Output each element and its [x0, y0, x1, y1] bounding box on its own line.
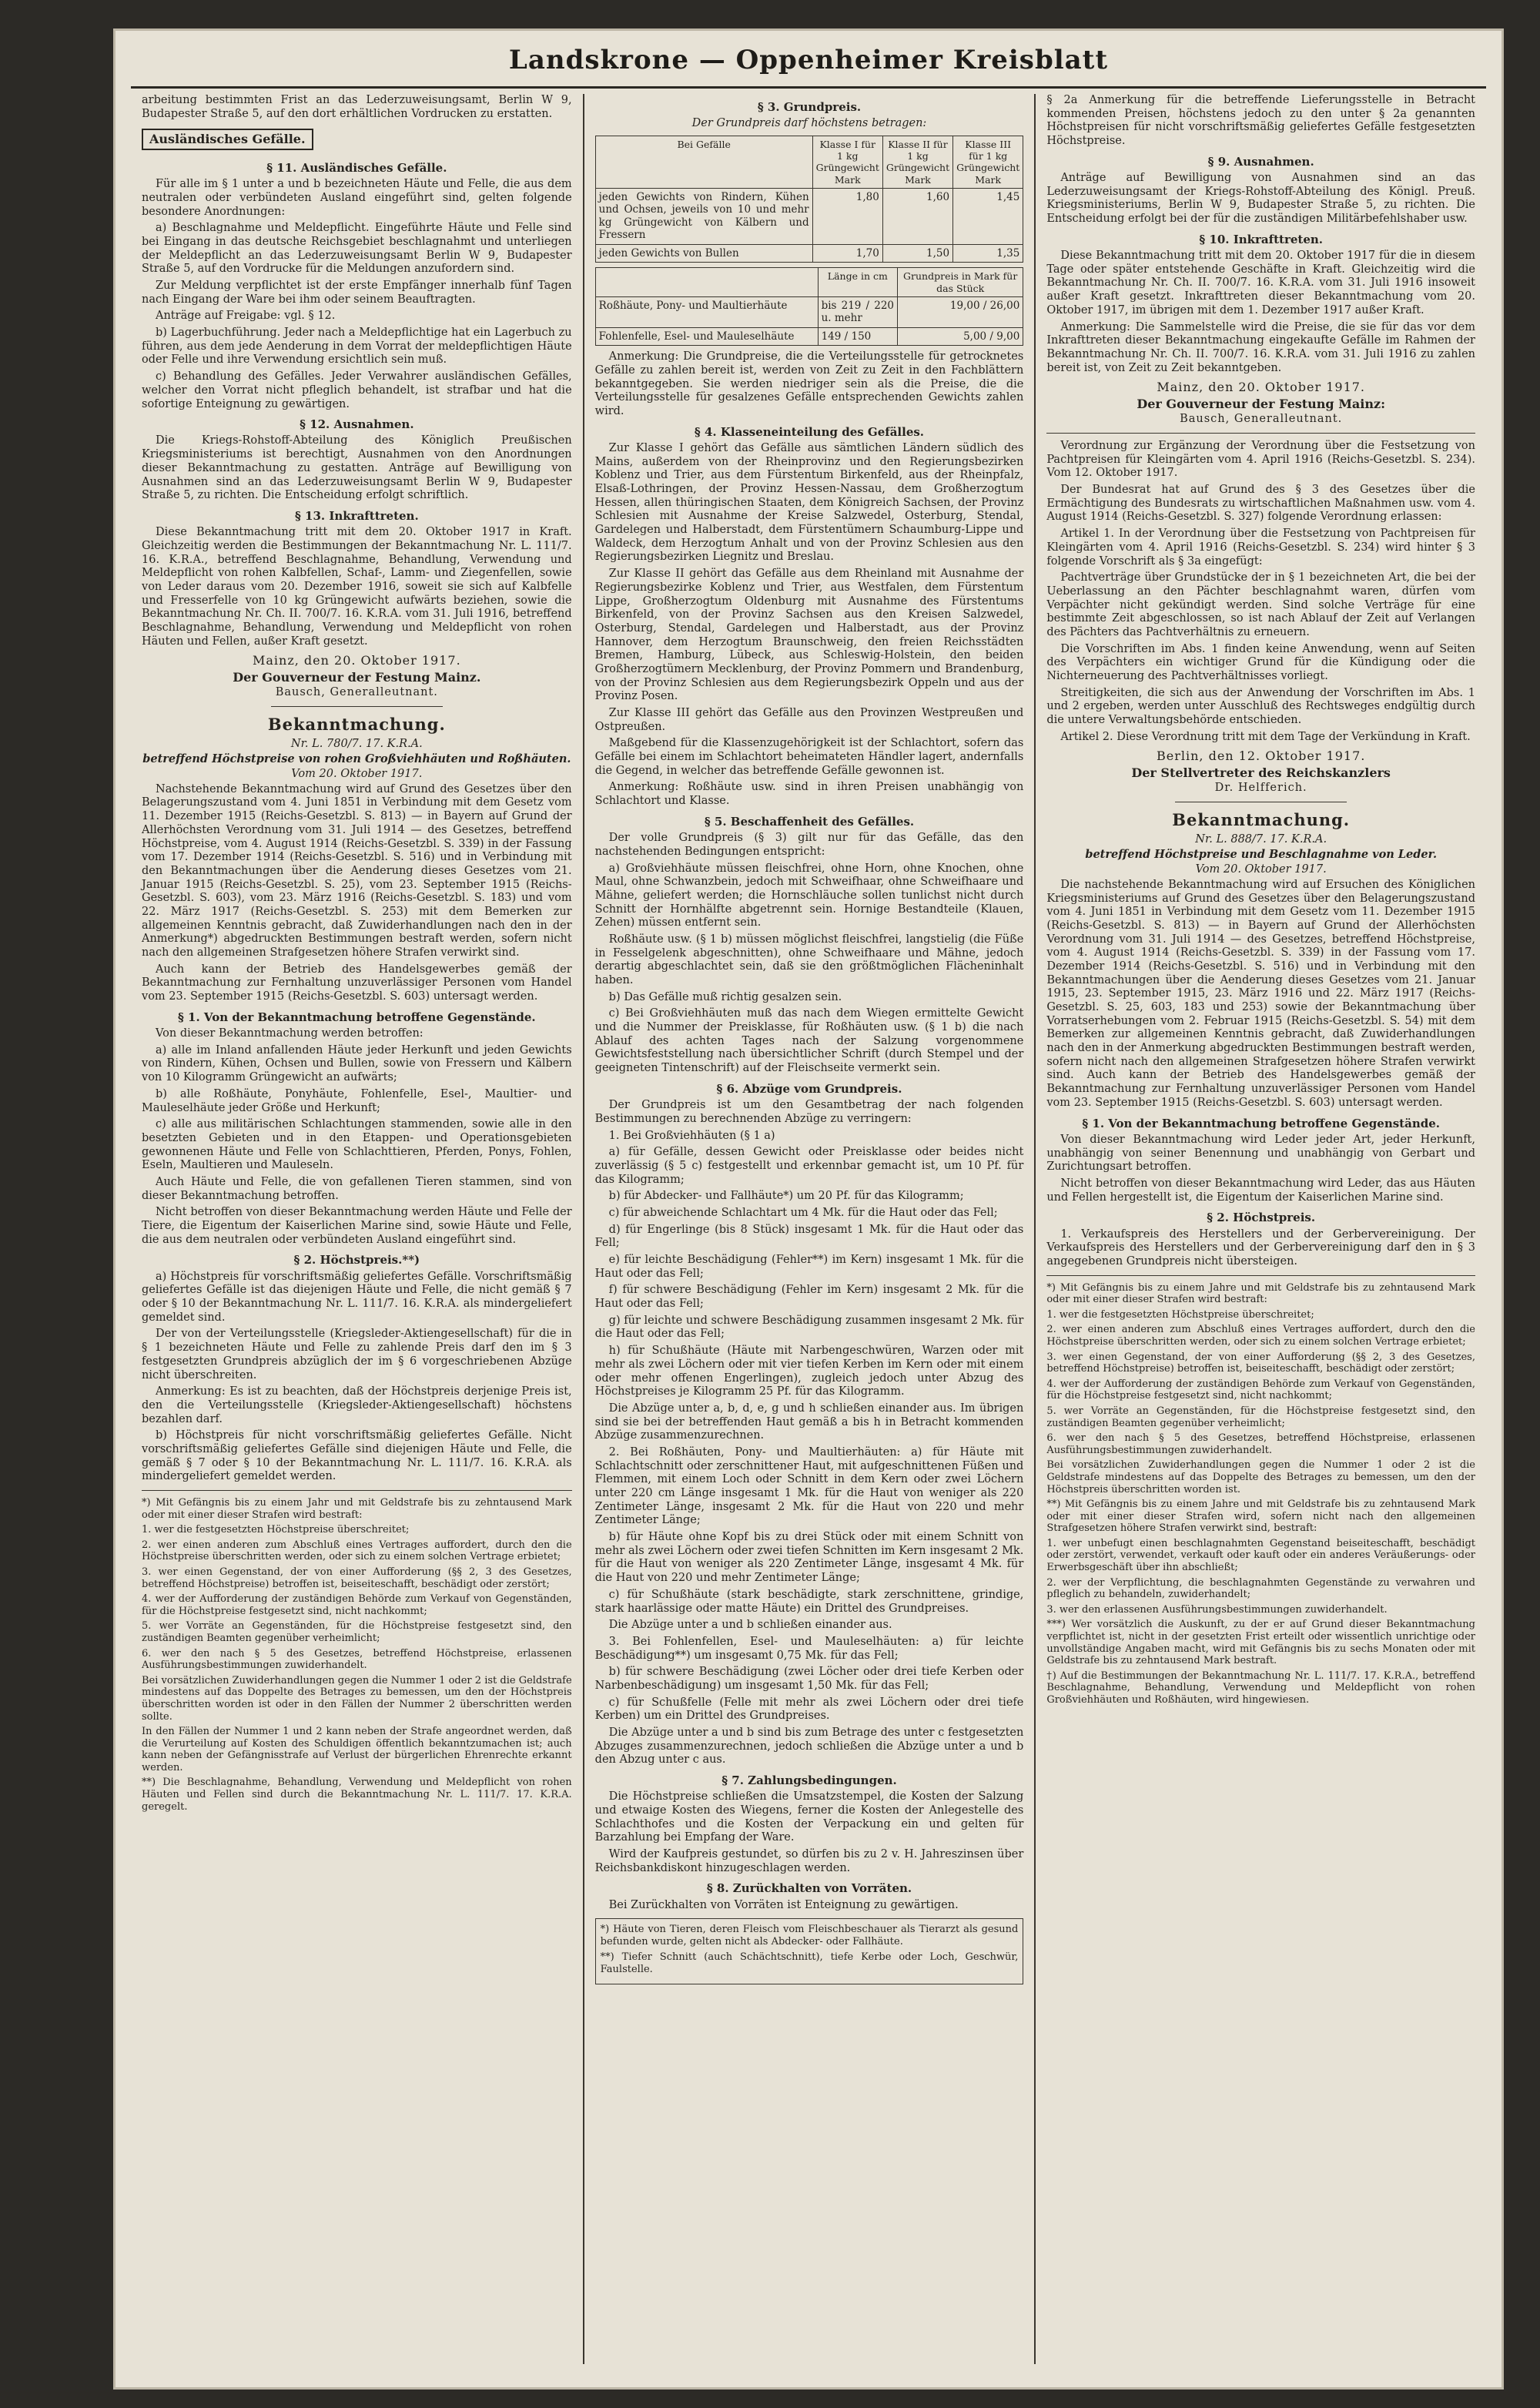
bek2-title: Bekanntmachung.: [1172, 810, 1351, 830]
sec13-body: [142, 526, 572, 648]
paragraph: Der von der Verteilungsstelle (Kriegsleder-Aktiengesellschaft) für die in § 1 bezeichneten Häute und Felle zu zahlende Preis darf den im § 3 festgesetzten Grundpreis abzüglich der im § 6 vorgeschriebenen Abzüge nicht überschreiten.: [142, 1328, 572, 1382]
paragraph: Pachtverträge über Grundstücke der in § 1 bezeichneten Art, die bei der Ueberlassung an den Pächter beschlagnahmt waren, dürfen vom Verpächter nicht gekündigt werden. Sind solche Verträge für eine bestimmte Zeit abgeschlossen, so ist nach Ablauf der Zeit auf Verlangen des Pächters das Pachtverhältnis zu erneuern.: [1046, 571, 1475, 638]
paragraph: *) Häute von Tieren, deren Fleisch vom Fleischbeschauer als Tierarzt als gesund befunden wurde, gelten nicht als Abdecker- oder Fallhäute.: [600, 1924, 1019, 1948]
paragraph: Nachstehende Bekanntmachung wird auf Grund des Gesetzes über den Belagerungszustand vom 4. Juni 1851 in Verbindung mit dem Gesetz vom 11. Dezember 1915 (Reichs-Gesetzbl. S. 813) — in Bayern auf Grund der Allerhöchsten Verordnung vom 31. Juli 1914 — des Gesetzes, betreffend Höchstpreise, vom 4. August 1914 (Reichs-Gesetzbl. S. 339) in der Fassung vom 17. Dezember 1914 (Reichs-Gesetzbl. S. 516) und in Verbindung mit den Bekanntmachungen über die Aenderung dieses Gesetzes vom 21. Januar 1915 (Reichs-Gesetzbl. S. 25), vom 23. September 1915 (Reichs-Gesetzbl. S. 603), vom 23. März 1916 (Reichs-Gesetzbl. S. 183) und vom 22. März 1917 (Reichs-Gesetzbl. S. 253) mit dem Bemerken zur allgemeinen Kenntnis gebracht, daß Zuwiderhandlungen nach den in der Anmerkung*) abgedruckten Bestimmungen bestraft werden, sofern nicht nach den allgemeinen Strafgesetzen höhere Strafen verwirkt sind.: [142, 782, 572, 960]
paragraph: c) für abweichende Schlachtart um 4 Mk. für die Haut oder das Fell;: [608, 1206, 998, 1219]
column-3: [1034, 94, 1486, 2364]
paragraph: Artikel 1. In der Verordnung über die Festsetzung von Pachtpreisen für Kleingärten vom 4. April 1916 (Reichs-Gesetzbl. S. 234) wird hinter § 3 folgende Vorschrift als § 3a eingefügt:: [1046, 527, 1475, 568]
sec4-body: [595, 442, 1024, 809]
paragraph: Die Abzüge unter a und b schließen einander aus.: [608, 1619, 892, 1632]
paragraph: Nicht betroffen von dieser Bekanntmachung werden Häute und Felle der Tiere, die Eigentum der Kaiserlichen Marine sind, sowie Häute und Felle, die aus dem neutralen oder verbündeten Ausland eingeführt sind.: [142, 1206, 572, 1246]
table-header: Klasse III für 1 kg Grüngewicht Mark: [953, 136, 1023, 188]
table-cell: Roßhäute, Pony- und Maultierhäute: [595, 296, 818, 327]
paragraph: Roßhäute usw. (§ 1 b) müssen möglichst fleischfrei, langstielig (die Füße in Fesselgelenk abgeschnitten), ohne Schweifhaare und Mähne, jedoch derartig abgeschlachtet sein, daß sie den größtmöglichen Flächeninhalt haben.: [594, 933, 1024, 987]
bek1-number: Nr. L. 780/7. 17. K.R.A.: [290, 737, 423, 750]
paragraph: Anträge auf Freigabe: vgl. § 12.: [156, 310, 336, 323]
paragraph: 4. wer der Aufforderung der zuständigen Behörde zum Verkauf von Gegenständen, für die Höchstpreise festgesetzt sind, nicht nachkommt;: [1046, 1378, 1475, 1402]
paragraph: 1. wer die festgesetzten Höchstpreise überschreitet;: [142, 1524, 410, 1536]
bek2-subject: betreffend Höchstpreise und Beschlagnahme von Leder.: [1085, 848, 1437, 862]
paragraph: *) Mit Gefängnis bis zu einem Jahr und mit Geldstrafe bis zu zehntausend Mark oder mit einer dieser Strafen wird bestraft:: [142, 1497, 572, 1521]
table-cell: 1,50: [882, 244, 952, 262]
paragraph: Die Vorschriften im Abs. 1 finden keine Anwendung, wenn auf Seiten des Verpächters ein wichtiger Grund für die Kündigung oder die Nichterneuerung des Pachtverhältnisses vorliegt.: [1046, 642, 1475, 682]
paragraph: Die Kriegs-Rohstoff-Abteilung des Königlich Preußischen Kriegsministeriums ist berechtigt, Ausnahmen von den Anordnungen dieser Bekanntmachung zu gestatten. Anträge auf Bewilligung von Ausnahmen sind an das Lederzuweisungsamt Berlin W 9, Budapester Straße 5, zu richten. Die Entscheidung erfolgt schriftlich.: [142, 434, 572, 502]
paragraph: e) für leichte Beschädigung (Fehler**) im Kern) insgesamt 1 Mk. für die Haut oder das Fell;: [594, 1254, 1024, 1280]
bek2-sec1-body: [1046, 1134, 1475, 1204]
table-cell: 149 / 150: [818, 327, 897, 345]
paragraph: c) für Schußhäute (stark beschädigte, stark zerschnittene, grindige, stark haarlässige oder matte Häute) ein Drittel des Grundpreises.: [594, 1588, 1024, 1615]
table-row: [595, 188, 1023, 244]
paragraph: c) Behandlung des Gefälles. Jeder Verwahrer ausländischen Gefälles, welcher den Vorrat nicht pfleglich behandelt, ist strafbar und hat die sofortige Enteignung zu gewärtigen.: [142, 370, 572, 410]
paragraph: 3. Bei Fohlenfellen, Esel- und Mauleselhäuten: a) für leichte Beschädigung**) um insgesamt 0,75 Mk. für das Fell;: [594, 1635, 1024, 1662]
paragraph: d) für Engerlinge (bis 8 Stück) insgesamt 1 Mk. für die Haut oder das Fell;: [594, 1223, 1024, 1250]
paragraph: Zur Klasse III gehört das Gefälle aus den Provinzen Westpreußen und Ostpreußen.: [594, 707, 1024, 733]
paragraph: 3. wer den erlassenen Ausführungsbestimmungen zuwiderhandelt.: [1046, 1603, 1388, 1616]
paragraph: 2. wer der Verpflichtung, die beschlagnahmten Gegenstände zu verwahren und pfleglich zu behandeln, zuwiderhandelt;: [1046, 1576, 1475, 1601]
paragraph: Wird der Kaufpreis gestundet, so dürfen bis zu 2 v. H. Jahreszinsen über Reichsbankdiskont hinzugeschlagen werden.: [594, 1848, 1024, 1874]
sec10-title: § 10. Inkrafttreten.: [1199, 232, 1323, 246]
paragraph: Verordnung zur Ergänzung der Verordnung über die Festsetzung von Pachtpreisen für Kleingärten vom 4. April 1916 (Reichs-Gesetzbl. S. 234). Vom 12. Oktober 1917.: [1046, 440, 1475, 480]
columns: [131, 94, 1486, 2364]
table-header: Grundpreis in Mark für das Stück: [898, 268, 1023, 297]
col3-date: Mainz, den 20. Oktober 1917.: [1157, 380, 1366, 395]
paragraph: Der Grundpreis ist um den Gesamtbetrag der nach folgenden Bestimmungen zu berechnenden Abzüge zu verringern:: [594, 1099, 1024, 1125]
paragraph: 5. wer Vorräte an Gegenständen, für die Höchstpreise festgesetzt sind, den zuständigen Beamten gegenüber verheimlicht;: [1046, 1405, 1475, 1429]
paragraph: Anmerkung: Die Grundpreise, die die Verteilungsstelle für getrocknetes Gefälle zu zahlen bereit ist, werden von Zeit zu Zeit in den Fachblättern bekanntgegeben. Sie werden niedriger sein als die Preise, die die Verteilungsstelle für gesalzenes Gefälle entsprechenden Gewichts zahlen wird.: [594, 350, 1024, 417]
foreign-hides-box-heading: Ausländisches Gefälle.: [142, 129, 313, 150]
sec8-title: § 8. Zurückhalten von Vorräten.: [706, 1881, 912, 1896]
paragraph: h) für Schußhäute (Häute mit Narbengeschwüren, Warzen oder mit mehr als zwei Löchern oder mit vier tiefen Kerben im Kern oder mit einem oder mehr offenen Engerlingen), zugleich jedoch unter Abzug des Höchstpreises je Kilogramm 25 Pf. für das Kilogramm.: [594, 1345, 1024, 1398]
col1-separator: [271, 706, 443, 707]
col3-signature-2-name: Dr. Helfferich.: [1214, 782, 1307, 795]
bek2-number: Nr. L. 888/7. 17. K.R.A.: [1195, 832, 1327, 846]
col3-separator: [1046, 433, 1475, 434]
bek1-date: Vom 20. Oktober 1917.: [291, 768, 423, 781]
paragraph: a) Großviehhäute müssen fleischfrei, ohne Horn, ohne Knochen, ohne Maul, ohne Schwanzbein, jedoch mit Schweifhaar, ohne Schweifhaare und Mähne, geliefert werden; die Hornschläuche sollen tunlichst nicht durch Schnitt der Hornhälfte abgetrennt sein. Hornige Bestandteile (Klauen, Zehen) müssen entfernt sein.: [594, 862, 1024, 929]
paragraph: g) für leichte und schwere Beschädigung zusammen insgesamt 2 Mk. für die Haut oder das Fell;: [594, 1314, 1024, 1341]
paragraph: Artikel 2. Diese Verordnung tritt mit dem Tage der Verkündung in Kraft.: [1060, 730, 1471, 743]
table-header: Klasse II für 1 kg Grüngewicht Mark: [882, 136, 952, 188]
paragraph: c) für Schußfelle (Felle mit mehr als zwei Löchern oder drei tiefe Kerben) um ein Drittel des Grundpreises.: [594, 1696, 1024, 1723]
bek1-subject: betreffend Höchstpreise von rohen Großviehhäuten und Roßhäuten.: [142, 752, 571, 766]
bek2-sec2-body: [1046, 1228, 1475, 1269]
paragraph: Anmerkung: Roßhäute usw. sind in ihren Preisen unabhängig von Schlachtort und Klasse.: [594, 781, 1024, 808]
sec11-body: [142, 178, 572, 411]
col1-signature-name: Bausch, Generalleutnant.: [275, 686, 438, 699]
verordnung-body: [1046, 440, 1475, 744]
masthead-title: Landskrone — Oppenheimer Kreisblatt: [508, 45, 1109, 75]
paragraph: Diese Bekanntmachung tritt mit dem 20. Oktober 1917 in Kraft. Gleichzeitig werden die Bestimmungen der Bekanntmachung Nr. L. 111/7. 16. K.R.A., betreffend Beschlagnahme, Behandlung, Verwendung und Meldepflicht von rohen Kalbfellen, Schaf-, Lamm- und Ziegenfellen, sowie von Leder daraus vom 20. Dezember 1916, soweit sie sich auf Kalbfelle und Fresserfelle von 10 kg Grüngewicht aufwärts beziehen, sowie die Bekanntmachung Nr. Ch. II. 700/7. 16. K.R.A. vom 31. Juli 1916, betreffend Beschlagnahme, Behandlung, Verwendung und Meldepflicht von rohen Häuten und Fellen, außer Kraft gesetzt.: [142, 526, 572, 648]
price-table-cattle-header: [595, 136, 1023, 188]
table-row: [595, 296, 1023, 327]
paragraph: Die Abzüge unter a, b, d, e, g und h schließen einander aus. Im übrigen sind sie bei der betreffenden Haut gemäß a bis h in Betracht kommenden Abzüge zusammenzurechnen.: [594, 1402, 1024, 1442]
paragraph: Diese Bekanntmachung tritt mit dem 20. Oktober 1917 für die in diesem Tage oder später entstehende Geschäfte in Kraft. Gleichzeitig wird die Bekanntmachung Nr. Ch. II. 700/7. 16. K.R.A. vom 31. Juli 1916 insoweit außer Kraft gesetzt. Inkrafttreten dieser Bekanntmachung vom 20. Oktober 1917, im übrigen mit dem 1. Dezember 1917 außer Kraft.: [1046, 250, 1475, 316]
paragraph: 3. wer einen Gegenstand, der von einer Aufforderung (§§ 2, 3 des Gesetzes, betreffend Höchstpreise) betroffen ist, beiseiteschafft, beschädigt oder zerstört;: [142, 1566, 572, 1590]
col1-signature: Der Gouverneur der Festung Mainz.: [233, 669, 481, 685]
table-cell: 1,60: [882, 188, 952, 244]
col3-signature: Der Gouverneur der Festung Mainz:: [1137, 396, 1385, 411]
column-2: [583, 94, 1035, 2364]
paragraph: 2. wer einen anderen zum Abschluß eines Vertrages auffordert, durch den die Höchstpreise überschritten werden, oder sich zu einem solchen Vertrage erbietet;: [142, 1539, 572, 1563]
table-cell: 1,35: [953, 244, 1023, 262]
paragraph: Für alle im § 1 unter a und b bezeichneten Häute und Felle, die aus dem neutralen oder verbündeten Ausland eingeführt sind, gelten folgende besondere Anordnungen:: [142, 178, 572, 218]
sec10-body: [1046, 250, 1475, 375]
paragraph: ***) Wer vorsätzlich die Auskunft, zu der er auf Grund dieser Bekanntmachung verpflichtet ist, nicht in der gesetzten Frist erteilt oder wissentlich unrichtige oder unvollständige Angaben macht, wird mit Gefängnis bis zu sechs Monaten oder mit Geldstrafe bis zu zehntausend Mark bestraft.: [1046, 1619, 1475, 1667]
paragraph: Bei Zurückhalten von Vorräten ist Enteignung zu gewärtigen.: [608, 1898, 959, 1911]
bek1-sec1-body: [142, 1027, 572, 1247]
paragraph: Auch kann der Betrieb des Handelsgewerbes gemäß der Bekanntmachung zur Fernhaltung unzuverlässiger Personen vom Handel vom 23. September 1915 (Reichs-Gesetzbl. S. 603) untersagt werden.: [142, 963, 572, 1003]
paragraph: Bei vorsätzlichen Zuwiderhandlungen gegen die Nummer 1 oder 2 ist die Geldstrafe mindestens auf das Doppelte des Betrages zu bemessen, um den der Höchstpreis überschritten worden ist oder in den Fällen der Nummer 2 überschritten werden sollte.: [142, 1674, 572, 1723]
col3-lead: [1046, 94, 1475, 149]
sec11-title: § 11. Ausländisches Gefälle.: [266, 160, 447, 175]
paragraph: 4. wer der Aufforderung der zuständigen Behörde zum Verkauf von Gegenständen, für die Höchstpreise festgesetzt sind, nicht nachkommt;: [142, 1593, 572, 1617]
paragraph: 1. wer die festgesetzten Höchstpreise überschreitet;: [1046, 1308, 1314, 1321]
bek2-sec2-title: § 2. Höchstpreis.: [1207, 1211, 1316, 1225]
col1-lead: [142, 94, 572, 121]
paragraph: Der volle Grundpreis (§ 3) gilt nur für das Gefälle, das den nachstehenden Bedingungen entspricht:: [594, 832, 1024, 858]
sec3-body: [595, 350, 1024, 418]
bek2-body: [1046, 879, 1475, 1110]
bek1-sec2-title: § 2. Höchstpreis.**): [293, 1253, 420, 1268]
col2-boxed-footnotes: [595, 1918, 1024, 1984]
table-header: [595, 268, 818, 297]
table-cell: 1,80: [812, 188, 882, 244]
column-1: [131, 94, 583, 2364]
sec12-title: § 12. Ausnahmen.: [300, 417, 414, 432]
paragraph: Die Abzüge unter a und b sind bis zum Betrage des unter c festgesetzten Abzuges zusammenzurechnen, jedoch schließen die Abzüge unter a und b den Abzug unter c aus.: [594, 1726, 1024, 1767]
paragraph: †) Auf die Bestimmungen der Bekanntmachung Nr. L. 111/7. 17. K.R.A., betreffend Beschlagnahme, Behandlung, Verwendung und Meldepflicht von rohen Großviehhäuten und Roßhäuten, wird hingewiesen.: [1046, 1670, 1475, 1706]
bek2-sec1-title: § 1. Von der Bekanntmachung betroffene Gegenstände.: [1082, 1116, 1440, 1130]
paragraph: 2. Bei Roßhäuten, Pony- und Maultierhäuten: a) für Häute mit Schlachtschnitt oder zerschnittener Haut, mit aufgeschnittenen Füßen und Flemmen, mit einem Loch oder Schnitt in dem Kern oder zwei Löchern unter 220 cm Länge insgesamt 1 Mk. für die Haut von weniger als 220 Zentimeter Länge, insgesamt 2 Mk. für die Haut von 220 und mehr Zentimeter Länge;: [594, 1445, 1024, 1527]
paragraph: b) für Häute ohne Kopf bis zu drei Stück oder mit einem Schnitt von mehr als zwei Löchern oder zwei tiefen Schnitten im Kern insgesamt 2 Mk. für die Haut von weniger als 220 Zentimeter Länge, insgesamt 4 Mk. für die Haut von 220 und mehr Zentimeter Länge;: [594, 1531, 1024, 1585]
paragraph: **) Tiefer Schnitt (auch Schächtschnitt), tiefe Kerbe oder Loch, Geschwür, Faulstelle.: [600, 1951, 1019, 1976]
sec13-title: § 13. Inkrafttreten.: [294, 508, 419, 523]
paragraph: **) Die Beschlagnahme, Behandlung, Verwendung und Meldepflicht von rohen Häuten und Fellen sind durch die Bekanntmachung Nr. L. 111/7. 17. K.R.A. geregelt.: [142, 1777, 572, 1813]
paragraph: arbeitung bestimmten Frist an das Lederzuweisungsamt, Berlin W 9, Budapester Straße 5, auf den dort erhältlichen Vordrucken zu erstatten.: [142, 94, 572, 120]
sec7-body: [595, 1790, 1024, 1875]
newspaper-page: [116, 31, 1502, 2387]
sec6-title: § 6. Abzüge vom Grundpreis.: [716, 1081, 902, 1096]
paragraph: Zur Klasse II gehört das Gefälle aus dem Rheinland mit Ausnahme der Regierungsbezirke Koblenz und Trier, aus Westfalen, dem Fürstentum Lippe, Großherzogtum Oldenburg mit Ausnahme des Fürstentums Birkenfeld, von der Provinz Sachsen aus den Kreisen Salzwedel, Osterburg, Stendal, Gardelegen und Halberstadt, aus der Provinz Hannover, dem Herzogtum Braunschweig, den freien Reichsstädten Bremen, Hamburg, Lübeck, aus Schleswig-Holstein, den beiden Großherzogtümern Mecklenburg, der Provinz Pommern und Brandenburg, von der Provinz Schlesien aus dem Regierungsbezirk Oppeln und aus der Provinz Posen.: [594, 568, 1024, 703]
paragraph: c) alle aus militärischen Schlachtungen stammenden, sowie alle in den besetzten Gebieten und in den Etappen- und Operationsgebieten gewonnenen Häute und Felle von Schlachttieren, Pferden, Ponys, Fohlen, Eseln, Maultieren und Mauleseln.: [142, 1118, 572, 1172]
col3-date-berlin: Berlin, den 12. Oktober 1917.: [1156, 749, 1366, 764]
sec3-title: § 3. Grundpreis.: [757, 100, 862, 114]
col3-signature-name: Bausch, Generalleutnant.: [1180, 413, 1343, 426]
paragraph: Maßgebend für die Klassenzugehörigkeit ist der Schlachtort, sofern das Gefälle bei einem im Schlachtort beheimateten Händler lagert, andernfalls die Gegend, in welcher das betreffende Gefälle gewonnen ist.: [594, 737, 1024, 777]
paragraph: Auch Häute und Felle, die von gefallenen Tieren stammen, sind von dieser Bekanntmachung betroffen.: [142, 1175, 572, 1202]
paragraph: Die Höchstpreise schließen die Umsatzstempel, die Kosten der Salzung und etwaige Kosten des Wiegens, ferner die Kosten der Anlegestelle des Schlachthofes und die Kosten der Verpackung ein und gelten für Barzahlung bei Empfang der Ware.: [594, 1790, 1024, 1844]
bek1-title: Bekanntmachung.: [267, 715, 446, 735]
table-cell: jeden Gewichts von Rindern, Kühen und Ochsen, jeweils von 10 und mehr kg Grüngewicht von Kälbern und Fressern: [595, 188, 812, 244]
sec3-intro: Der Grundpreis darf höchstens betragen:: [691, 117, 927, 130]
price-table-horse: [595, 267, 1024, 346]
paragraph: Von dieser Bekanntmachung werden betroffen:: [156, 1027, 424, 1040]
paragraph: b) Höchstpreis für nicht vorschriftsmäßig geliefertes Gefälle. Nicht vorschriftsmäßig geliefertes Gefälle sind diejenigen Häute und Felle, die gemäß § 7 oder § 10 der Bekanntmachung Nr. L. 111/7. 16. K.R.A. als mindergeliefert gemeldet werden.: [142, 1429, 572, 1483]
table-header: Klasse I für 1 kg Grüngewicht Mark: [812, 136, 882, 188]
paragraph: 5. wer Vorräte an Gegenständen, für die Höchstpreise festgesetzt sind, den zuständigen Beamten gegenüber verheimlicht;: [142, 1620, 572, 1644]
paragraph: Zur Meldung verpflichtet ist der erste Empfänger innerhalb fünf Tagen nach Eingang der Ware bei ihm oder seinem Beauftragten.: [142, 280, 572, 306]
table-cell: 1,45: [953, 188, 1023, 244]
bek2-date: Vom 20. Oktober 1917.: [1195, 863, 1327, 876]
paragraph: a) Beschlagnahme und Meldepflicht. Eingeführte Häute und Felle sind bei Eingang in das deutsche Reichsgebiet beschlagnahmt und unterliegen der Meldepflicht an das Lederzuweisungsamt Berlin W 9, Budapester Straße 5, auf den Vordrucke für die Meldungen anzufordern sind.: [142, 222, 572, 276]
paragraph: Anmerkung: Die Sammelstelle wird die Preise, die sie für das vor dem Inkrafttreten dieser Bekanntmachung eingekaufte Gefälle im Rahmen der Bekanntmachung Nr. Ch. II. 700/7. 16. K.R.A. vom 31. Juli 1916 zu zahlen bereit ist, von Zeit zu Zeit bekanntgeben.: [1046, 320, 1475, 374]
paragraph: 1. Verkaufspreis des Herstellers und der Gerbervereinigung. Der Verkaufspreis des Herstellers und der Gerbervereinigung darf den in § 3 angegebenen Grundpreis nicht übersteigen.: [1046, 1227, 1475, 1268]
sec9-body: [1046, 172, 1475, 226]
paragraph: § 2a Anmerkung für die betreffende Lieferungsstelle in Betracht kommenden Preisen, höchstens jedoch zu den unter § 2a genannten Höchstpreisen für nicht vorschriftsmäßig geliefertes Gefälle festgesetzten Höchstpreise.: [1046, 94, 1475, 148]
col3-signature-2: Der Stellvertreter des Reichskanzlers: [1131, 765, 1391, 780]
table-cell: 19,00 / 26,00: [898, 296, 1023, 327]
paragraph: b) für Abdecker- und Fallhäute*) um 20 Pf. für das Kilogramm;: [608, 1190, 964, 1203]
paragraph: In den Fällen der Nummer 1 und 2 kann neben der Strafe angeordnet werden, daß die Verurteilung auf Kosten des Schuldigen öffentlich bekanntzumachen ist; auch kann neben der Gefängnisstrafe auf Verlust der bürgerlichen Ehrenrechte erkannt werden.: [142, 1726, 572, 1773]
bek1-body: [142, 783, 572, 1004]
sec4-title: § 4. Klasseneinteilung des Gefälles.: [694, 424, 925, 439]
sec12-body: [142, 434, 572, 502]
paragraph: b) Lagerbuchführung. Jeder nach a Meldepflichtige hat ein Lagerbuch zu führen, aus dem jede Aenderung in dem Vorrat der meldepflichtigen Häute oder Felle und ihre Verwendung ersichtlich sein muß.: [142, 327, 572, 367]
sec5-body: [595, 832, 1024, 1076]
paragraph: b) alle Roßhäute, Ponyhäute, Fohlenfelle, Esel-, Maultier- und Mauleselhäute jeder Größe und Herkunft;: [142, 1087, 572, 1114]
paragraph: a) Höchstpreis für vorschriftsmäßig geliefertes Gefälle. Vorschriftsmäßig geliefertes Gefälle ist das diejenigen Häute und Felle, die nicht gemäß § 7 oder § 10 der Bekanntmachung Nr. L. 111/7. 16. K.R.A. als mindergeliefert gemeldet sind.: [142, 1270, 572, 1324]
paragraph: Bei vorsätzlichen Zuwiderhandlungen gegen die Nummer 1 oder 2 ist die Geldstrafe mindestens auf das Doppelte des Betrages zu bemessen, um den der Höchstpreis überschritten worden ist.: [1046, 1459, 1475, 1495]
paragraph: Anträge auf Bewilligung von Ausnahmen sind an das Lederzuweisungsamt der Kriegs-Rohstoff-Abteilung des Königl. Preuß. Kriegsministeriums, Berlin W 9, Budapester Straße 5, zu richten. Die Entscheidung erfolgt bei der für die zuständigen Militärbefehlshaber usw.: [1046, 172, 1475, 226]
paragraph: c) Bei Großviehhäuten muß das nach dem Wiegen ermittelte Gewicht und die Nummer der Preisklasse, für Roßhäuten usw. (§ 1 b) die nach Ablauf des achten Tages nach der Salzung vorgenommene Gewichtsfeststellung nach übersichtlicher Schrift (durch Stempel und der geeigneten Tintenschrift) auf der Fleischseite vermerkt sein.: [594, 1007, 1024, 1075]
paragraph: *) Mit Gefängnis bis zu einem Jahre und mit Geldstrafe bis zu zehntausend Mark oder mit einer dieser Strafen wird bestraft:: [1046, 1281, 1475, 1306]
col1-date: Mainz, den 20. Oktober 1917.: [252, 653, 461, 668]
paragraph: 3. wer einen Gegenstand, der von einer Aufforderung (§§ 2, 3 des Gesetzes, betreffend Höchstpreise) betroffen ist, beiseiteschafft, beschädigt oder zerstört;: [1046, 1351, 1475, 1375]
paragraph: 1. Bei Großviehhäuten (§ 1 a): [608, 1129, 775, 1142]
paragraph: Der Bundesrat hat auf Grund des § 3 des Gesetzes über die Ermächtigung des Bundesrats zu wirtschaftlichen Maßnahmen usw. vom 4. August 1914 (Reichs-Gesetzbl. S. 327) folgende Verordnung erlassen:: [1046, 484, 1475, 524]
paragraph: Nicht betroffen von dieser Bekanntmachung wird Leder, das aus Häuten und Fellen hergestellt ist, die Eigentum der Kaiserlichen Marine sind.: [1046, 1177, 1475, 1204]
table-cell: jeden Gewichts von Bullen: [595, 244, 812, 262]
paragraph: a) für Gefälle, dessen Gewicht oder Preisklasse oder beides nicht zuverlässig (§ 5 c) festgestellt und erkennbar gemacht ist, um 10 Pf. für das Kilogramm;: [594, 1146, 1024, 1186]
table-cell: 5,00 / 9,00: [898, 327, 1023, 345]
sec5-title: § 5. Beschaffenheit des Gefälles.: [704, 814, 915, 829]
paragraph: Anmerkung: Es ist zu beachten, daß der Höchstpreis derjenige Preis ist, den die Verteilungsstelle (Kriegsleder-Aktiengesellschaft) höchstens bezahlen darf.: [142, 1385, 572, 1425]
table-cell: Fohlenfelle, Esel- und Mauleselhäute: [595, 327, 818, 345]
price-table-horse-header: [595, 268, 1023, 297]
col1-footnote-rule: [142, 1490, 572, 1491]
paragraph: Zur Klasse I gehört das Gefälle aus sämtlichen Ländern südlich des Mains, außerdem von der Rheinprovinz und den Regierungsbezirken Koblenz und Trier, aus dem Fürstentum Birkenfeld, aus der Rheinpfalz, Elsaß-Lothringen, der Provinz Hessen-Nassau, dem Großherzogtum Hessen, allen thüringischen Staaten, dem Königreich Sachsen, der Provinz Schlesien mit Ausnahme der Kreise Salzwedel, Osterburg, Stendal, Gardelegen und Halberstadt, dem Fürstentümern Schaumburg-Lippe und Waldeck, dem Herzogtum Anhalt und von der Provinz Schlesien aus den Regierungsbezirken Liegnitz und Breslau.: [594, 441, 1024, 564]
paragraph: a) alle im Inland anfallenden Häute jeder Herkunft und jeden Gewichts von Rindern, Kühen, Ochsen und Bullen, sowie von Fressern und Kälbern von 10 Kilogramm Grüngewicht an aufwärts;: [142, 1043, 572, 1084]
masthead-rule: [131, 86, 1486, 89]
sec8-body: [595, 1899, 1024, 1913]
table-row: [595, 244, 1023, 262]
paragraph: Von dieser Bekanntmachung wird Leder jeder Art, jeder Herkunft, unabhängig von seiner Benennung und unabhängig von Gerbart und Zurichtungsart betroffen.: [1046, 1133, 1475, 1174]
sec9-title: § 9. Ausnahmen.: [1207, 154, 1314, 169]
price-table-cattle: [595, 136, 1024, 263]
table-row: [595, 327, 1023, 345]
paragraph: **) Mit Gefängnis bis zu einem Jahre und mit Geldstrafe bis zu zehntausend Mark oder mit einer dieser Strafen wird, sofern nicht nach den allgemeinen Strafgesetzen höhere Strafen verwirkt sind, bestraft:: [1046, 1499, 1475, 1535]
col3-footnote-rule: [1046, 1275, 1475, 1276]
paragraph: 6. wer den nach § 5 des Gesetzes, betreffend Höchstpreise, erlassenen Ausführungsbestimmungen zuwiderhandelt.: [1046, 1432, 1475, 1456]
paragraph: 6. wer den nach § 5 des Gesetzes, betreffend Höchstpreise, erlassenen Ausführungsbestimmungen zuwiderhandelt.: [142, 1647, 572, 1672]
bek1-sec2-body: [142, 1271, 572, 1484]
paragraph: Die nachstehende Bekanntmachung wird auf Ersuchen des Königlichen Kriegsministeriums auf Grund des Gesetzes über den Belagerungszustand vom 4. Juni 1851 in Verbindung mit dem Gesetz vom 11. Dezember 1915 (Reichs-Gesetzbl. S. 813) — in Bayern auf Grund der Allerhöchsten Verordnung vom 31. Juli 1914 — des Gesetzes, betreffend Höchstpreise, vom 4. August 1914 (Reichs-Gesetzbl. S. 339) in der Fassung vom 17. Dezember 1914 (Reichs-Gesetzbl. S. 516) und in Verbindung mit den Bekanntmachungen über die Aenderung dieses Gesetzes vom 21. Januar 1915, 23. September 1915, 23. März 1916 und 22. März 1917 (Reichs-Gesetzbl. S. 25, 603, 183 und 253) sowie der Bekanntmachung über Vorratserhebungen vom 2. Februar 1915 (Reichs-Gesetzbl. S. 54) mit dem Bemerken zur allgemeinen Kenntnis gebracht, daß Zuwiderhandlungen nach den in der Anmerkung abgedruckten Bestimmungen bestraft werden, sofern nicht nach den allgemeinen Strafgesetzen höhere Strafen verwirkt sind. Auch kann der Betrieb des Handelsgewerbes gemäß der Bekanntmachung zur Fernhaltung unzuverlässiger Personen vom Handel vom 23. September 1915 (Reichs-Gesetzbl. S. 603) untersagt werden.: [1046, 878, 1475, 1109]
paragraph: b) Das Gefälle muß richtig gesalzen sein.: [608, 990, 842, 1003]
table-header: Bei Gefälle: [595, 136, 812, 188]
paragraph: 2. wer einen anderen zum Abschluß eines Vertrages auffordert, durch den die Höchstpreise überschritten werden, oder sich zu einem solchen Vertrage erbietet;: [1046, 1324, 1475, 1348]
col3-footnotes: [1046, 1282, 1475, 1706]
bek1-sec1-title: § 1. Von der Bekanntmachung betroffene Gegenstände.: [177, 1010, 536, 1024]
sec6-body: [595, 1099, 1024, 1767]
table-cell: bis 219 / 220 u. mehr: [818, 296, 897, 327]
sec7-title: § 7. Zahlungsbedingungen.: [721, 1773, 897, 1788]
paragraph: f) für schwere Beschädigung (Fehler im Kern) insgesamt 2 Mk. für die Haut oder das Fell;: [594, 1284, 1024, 1311]
paragraph: Streitigkeiten, die sich aus der Anwendung der Vorschriften im Abs. 1 und 2 ergeben, werden unter Ausschluß des Rechtsweges endgültig durch die untere Verwaltungsbehörde entschieden.: [1046, 686, 1475, 727]
paragraph: 1. wer unbefugt einen beschlagnahmten Gegenstand beiseiteschafft, beschädigt oder zerstört, verwendet, verkauft oder kauft oder ein anderes Veräußerungs- oder Erwerbsgeschäft über ihn abschließt;: [1046, 1537, 1475, 1574]
paragraph: b) für schwere Beschädigung (zwei Löcher oder drei tiefe Kerben oder Narbenbeschädigung) um insgesamt 1,50 Mk. für das Fell;: [594, 1666, 1024, 1692]
table-header: Länge in cm: [818, 268, 897, 297]
col1-footnotes: [142, 1497, 572, 1813]
table-cell: 1,70: [812, 244, 882, 262]
